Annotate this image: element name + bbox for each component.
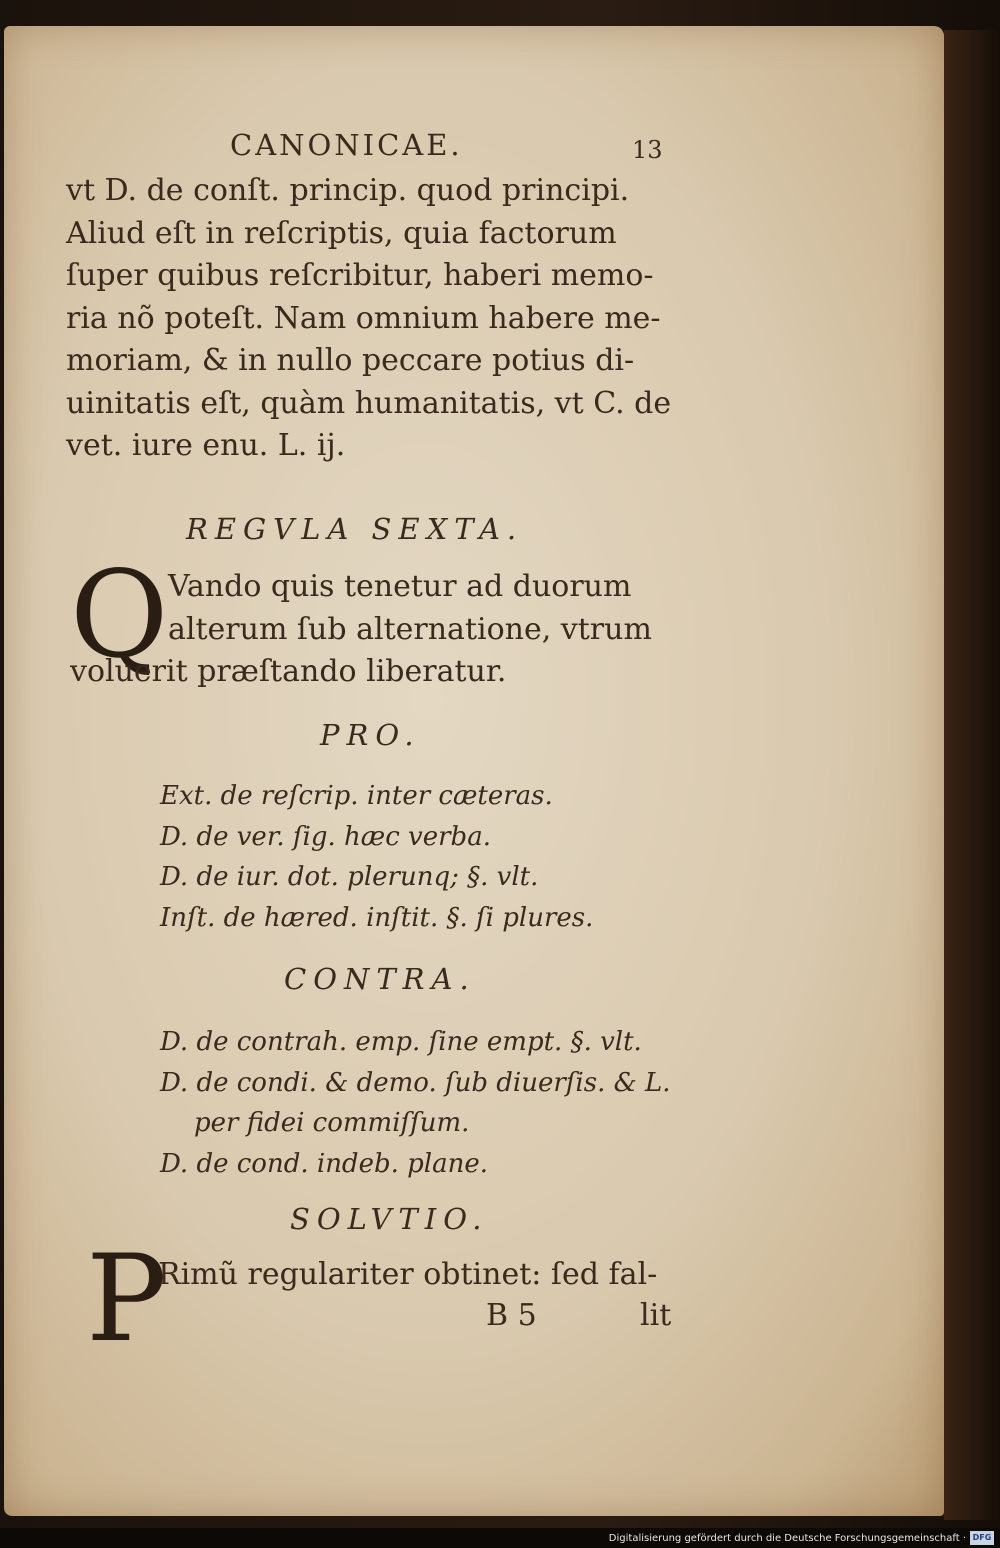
- solutio-line: Rimũ regulariter obtinet: ſed fal-: [158, 1257, 658, 1292]
- paragraph-line: Aliud eſt in reſcriptis, quia factorum: [66, 215, 617, 251]
- catchword: lit: [640, 1298, 672, 1333]
- rule-line: Vando quis tenetur ad duorum: [168, 569, 632, 604]
- page-number: 13: [632, 136, 663, 164]
- pro-citations: [160, 776, 593, 938]
- citation: D. de ver. ſig. hæc verba.: [160, 821, 491, 852]
- citation: D. de condi. & demo. ſub diuerſis. & L.: [160, 1067, 671, 1098]
- footer-credit: Digitalisierung gefördert durch die Deutsche Forschungsgemeinschaft ·: [608, 1533, 966, 1544]
- signature-mark: B 5: [486, 1298, 537, 1333]
- paragraph-line: ſuper quibus reſcribitur, haberi memo-: [66, 258, 654, 293]
- drop-cap-p: P: [86, 1230, 167, 1369]
- paragraph-line: ria nõ poteſt. Nam omnium habere me-: [66, 300, 661, 336]
- citation: D. de cond. indeb. plane.: [160, 1148, 488, 1179]
- citation: D. de iur. dot. plerunq; §. vlt.: [160, 862, 539, 892]
- citation: per fidei commiſſum.: [194, 1108, 470, 1138]
- rule-line: voluerit præſtando liberatur.: [70, 654, 507, 689]
- rule-line: alterum ſub alternatione, vtrum: [168, 611, 652, 647]
- drop-cap-q: Q: [70, 546, 169, 685]
- citation: Inſt. de hæred. inſtit. §. ſi plures.: [160, 902, 594, 933]
- heading-contra: CONTRA.: [284, 962, 476, 996]
- paragraph-line: vt D. de conſt. princip. quod principi.: [66, 173, 630, 208]
- rule-statement: [70, 566, 670, 694]
- heading-pro: PRO.: [320, 718, 421, 752]
- citation: Ext. de reſcrip. inter cæteras.: [160, 781, 553, 811]
- paragraph-line: vet. iure enu. L. ij.: [66, 428, 346, 463]
- paragraph-line: uinitatis eſt, quàm humanitatis, vt C. de: [66, 385, 672, 421]
- running-head: CANONICAE.: [230, 128, 463, 162]
- dfg-logo-icon: DFG: [970, 1531, 994, 1545]
- book-gutter: [944, 30, 1000, 1520]
- heading-regula: REGVLA SEXTA.: [186, 512, 524, 546]
- paragraph-line: moriam, & in nullo peccare potius di-: [66, 343, 635, 378]
- citation: D. de contrah. emp. ſine empt. §. vlt.: [160, 1027, 642, 1057]
- opening-paragraph: [66, 170, 672, 468]
- heading-solutio: SOLVTIO.: [290, 1202, 489, 1236]
- contra-citations: [160, 1022, 671, 1184]
